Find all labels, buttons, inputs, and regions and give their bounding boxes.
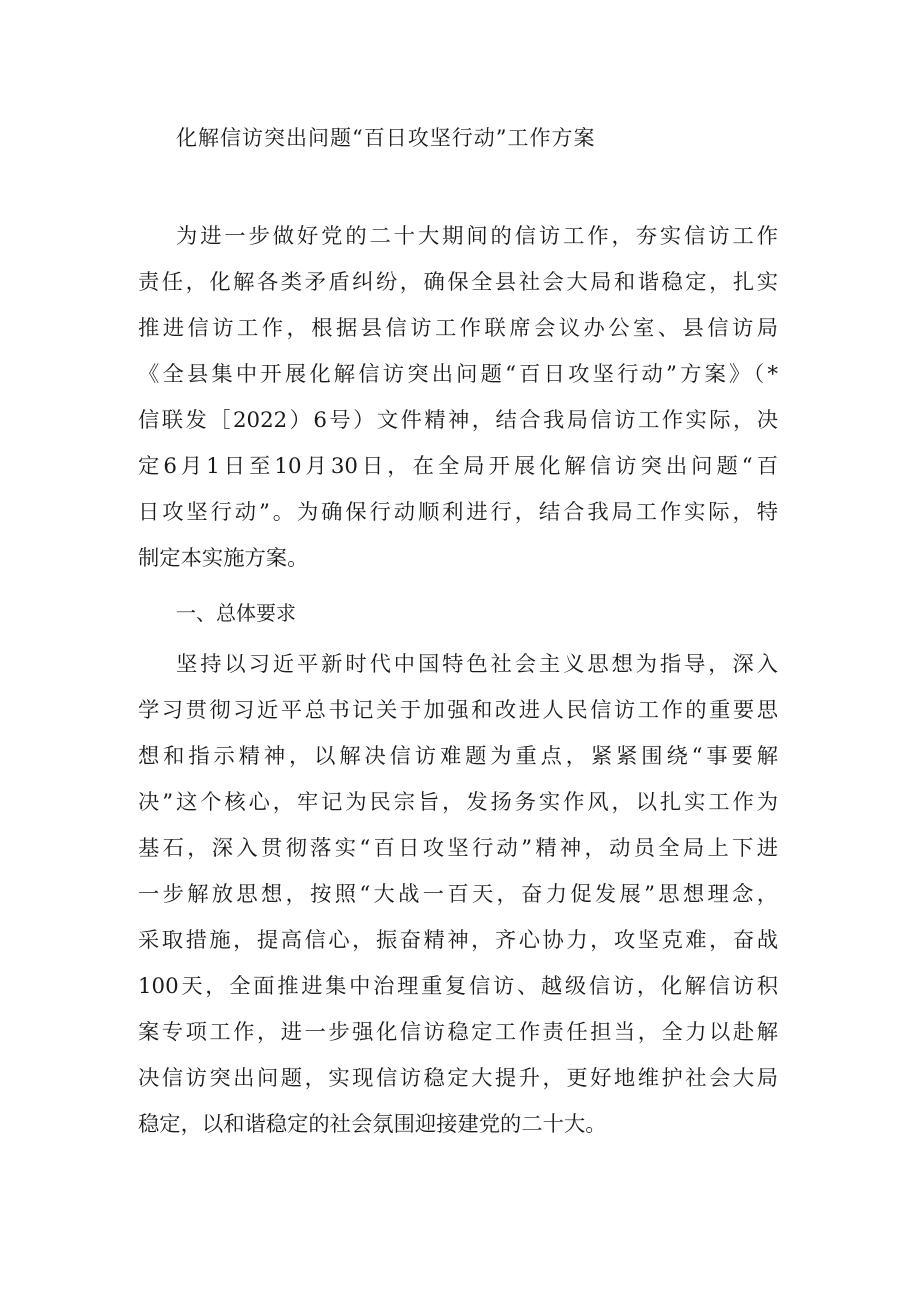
paragraph-line: 案专项工作，进一步强化信访稳定工作责任担当，全力以赴解 xyxy=(138,1020,778,1045)
paragraph-line: 责任，化解各类矛盾纠纷，确保全县社会大局和谐稳定，扎实 xyxy=(138,270,778,295)
paragraph-line: 决”这个核心，牢记为民宗旨，发扬务实作风，以扎实工作为 xyxy=(138,790,778,815)
paragraph-line: 日攻坚行动”。为确保行动顺利进行，结合我局工作实际，特 xyxy=(138,500,778,525)
paragraph-line: 稳定，以和谐稳定的社会氛围迎接建党的二十大。 xyxy=(138,1112,607,1137)
paragraph-line: 学习贯彻习近平总书记关于加强和改进人民信访工作的重要思 xyxy=(138,698,778,723)
paragraph-line: 决信访突出问题，实现信访稳定大提升，更好地维护社会大局 xyxy=(138,1066,778,1091)
paragraph-line: 为进一步做好党的二十大期间的信访工作，夯实信访工作 xyxy=(176,224,778,249)
paragraph-line: 推进信访工作，根据县信访工作联席会议办公室、县信访局 xyxy=(138,316,778,341)
document-title: 化解信访突出问题“百日攻坚行动”工作方案 xyxy=(176,126,596,150)
section1-paragraph xyxy=(138,642,778,1148)
paragraph-line: 100天，全面推进集中治理重复信访、越级信访，化解信访积 xyxy=(138,974,778,999)
paragraph-line: 一步解放思想，按照“大战一百天，奋力促发展”思想理念， xyxy=(138,882,778,907)
paragraph-line: 定6月1日至10月30日，在全局开展化解信访突出问题“百 xyxy=(138,454,778,479)
paragraph-line: 《全县集中开展化解信访突出问题“百日攻坚行动”方案》（* xyxy=(138,362,778,387)
intro-paragraph xyxy=(138,214,778,582)
paragraph-line: 制定本实施方案。 xyxy=(138,546,309,571)
paragraph-line: 采取措施，提高信心，振奋精神，齐心协力，攻坚克难，奋战 xyxy=(138,928,778,953)
section-heading: 一、总体要求 xyxy=(176,601,296,625)
paragraph-line: 坚持以习近平新时代中国特色社会主义思想为指导，深入 xyxy=(176,652,778,677)
paragraph-line: 信联发［2022）6号）文件精神，结合我局信访工作实际，决 xyxy=(138,408,778,433)
paragraph-line: 想和指示精神，以解决信访难题为重点，紧紧围绕“事要解 xyxy=(138,744,778,769)
paragraph-line: 基石，深入贯彻落实“百日攻坚行动”精神，动员全局上下进 xyxy=(138,836,778,861)
